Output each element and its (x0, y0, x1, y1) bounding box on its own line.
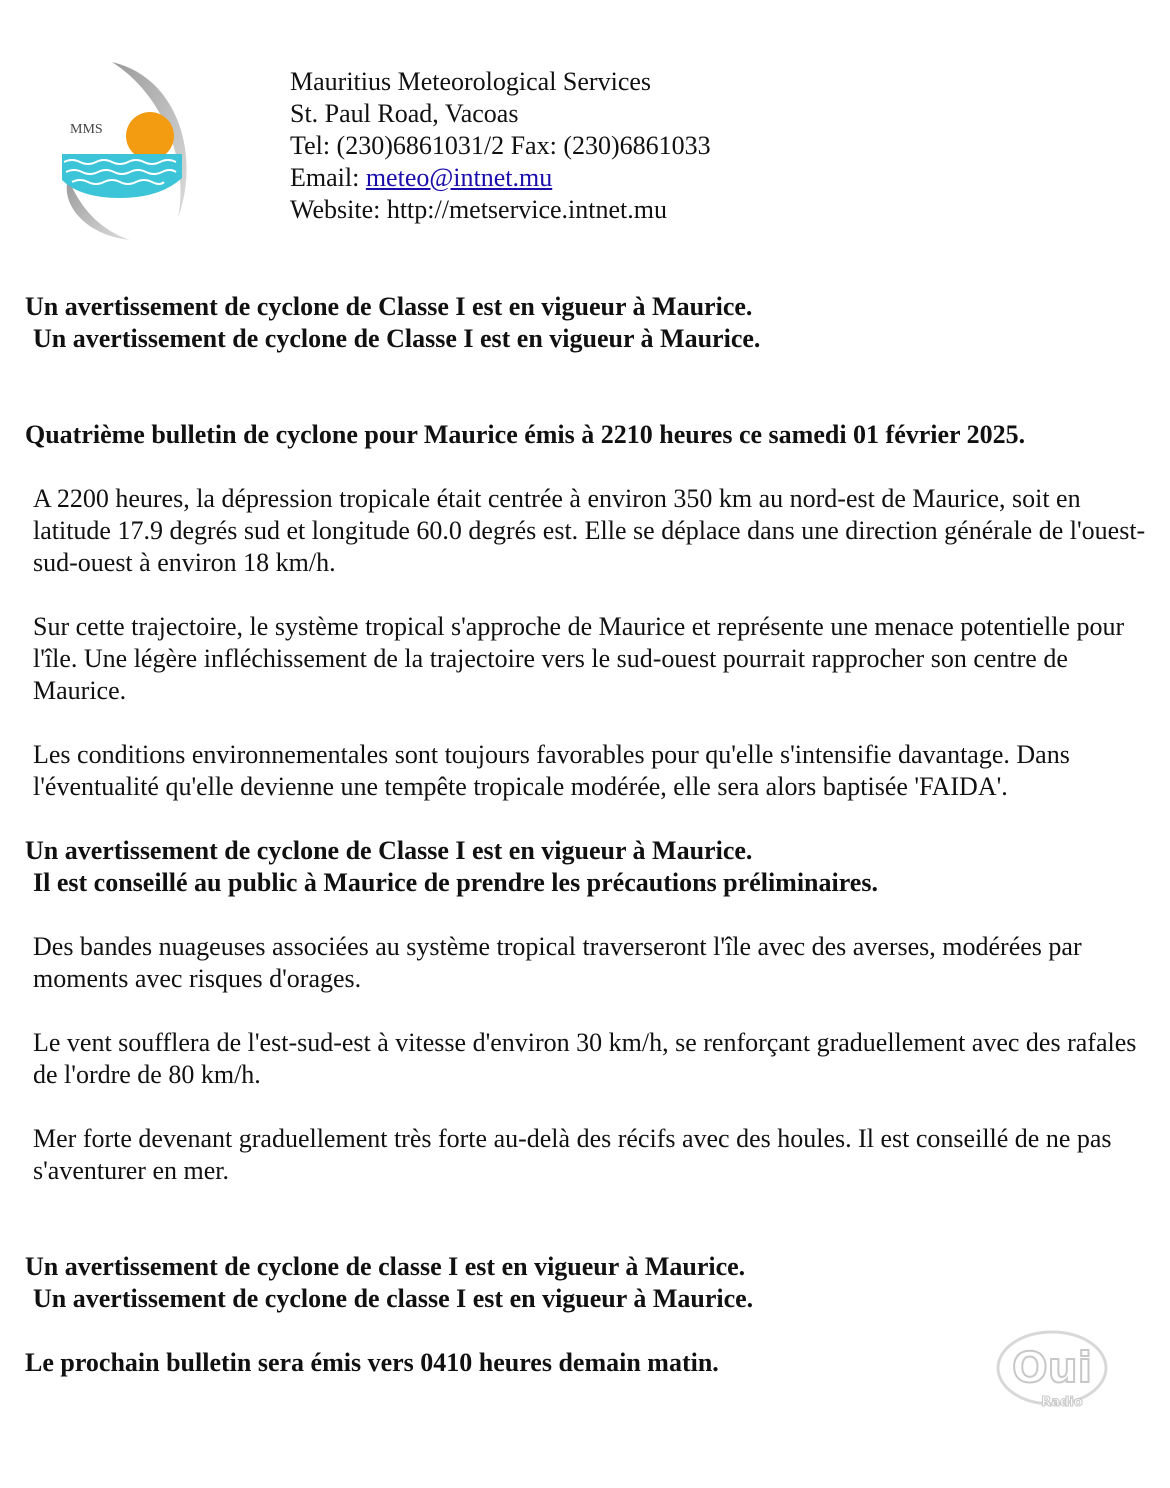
org-tel-fax: Tel: (230)6861031/2 Fax: (230)6861033 (290, 131, 711, 160)
warning-line-3: Un avertissement de cyclone de Classe I est en vigueur à Maurice. (25, 836, 753, 865)
paragraph-clouds: Des bandes nuageuses associées au système tropical traverseront l'île avec des averses, modérées par moments avec risques d'orages. (33, 932, 1082, 993)
advice-line: Il est conseillé au public à Maurice de prendre les précautions préliminaires. (33, 868, 878, 897)
org-website: Website: http://metservice.intnet.mu (290, 195, 667, 224)
paragraph-wind: Le vent soufflera de l'est-sud-est à vitesse d'environ 30 km/h, se renforçant graduellement avec des rafales de l'ordre de 80 km/h. (33, 1028, 1137, 1089)
paragraph-position: A 2200 heures, la dépression tropicale était centrée à environ 350 km au nord-est de Maurice, soit en latitude 17.9 degrés sud et longitude 60.0 degrés est. Elle se déplace dans une direction générale de l'ouest-sud-ouest à environ 18 km/h. (33, 484, 1146, 577)
header-contact-block (290, 66, 711, 226)
oui-text: Oui (1011, 1343, 1093, 1392)
warning-line-2: Un avertissement de cyclone de Classe I est en vigueur à Maurice. (33, 324, 761, 353)
mms-logo-graphic (50, 58, 190, 248)
sun-icon (126, 112, 174, 160)
oui-radio-watermark (994, 1326, 1114, 1416)
next-bulletin-line: Le prochain bulletin sera émis vers 0410 heures demain matin. (25, 1348, 719, 1377)
email-label: Email: (290, 163, 366, 192)
org-name: Mauritius Meteorological Services (290, 67, 652, 96)
org-address: St. Paul Road, Vacoas (290, 99, 519, 128)
paragraph-sea: Mer forte devenant graduellement très forte au-delà des récifs avec des houles. Il est conseillé de ne pas s'aventurer en mer. (33, 1124, 1112, 1185)
mms-logo (50, 58, 190, 248)
paragraph-conditions: Les conditions environnementales sont toujours favorables pour qu'elle s'intensifie davantage. Dans l'éventualité qu'elle devienne une tempête tropicale modérée, elle sera alors baptisée 'FAIDA'. (33, 740, 1070, 801)
email-link[interactable]: meteo@intnet.mu (365, 163, 553, 192)
bulletin-body (25, 291, 1150, 1379)
org-email-line (290, 162, 711, 194)
mms-logo-text: MMS (70, 122, 103, 137)
radio-text: Radio (1041, 1395, 1083, 1410)
bulletin-title: Quatrième bulletin de cyclone pour Maurice émis à 2210 heures ce samedi 01 février 2025. (25, 420, 1026, 449)
warning-line-1: Un avertissement de cyclone de Classe I est en vigueur à Maurice. (25, 292, 753, 321)
warning-line-4: Un avertissement de cyclone de classe I est en vigueur à Maurice. (25, 1252, 746, 1281)
paragraph-trajectory: Sur cette trajectoire, le système tropical s'approche de Maurice et représente une menace potentielle pour l'île. Une légère infléchissement de la trajectoire vers le sud-ouest pourrait rapprocher son centre de Maurice. (33, 612, 1125, 705)
warning-line-5: Un avertissement de cyclone de classe I est en vigueur à Maurice. (33, 1284, 754, 1313)
oui-radio-logo (994, 1326, 1114, 1416)
